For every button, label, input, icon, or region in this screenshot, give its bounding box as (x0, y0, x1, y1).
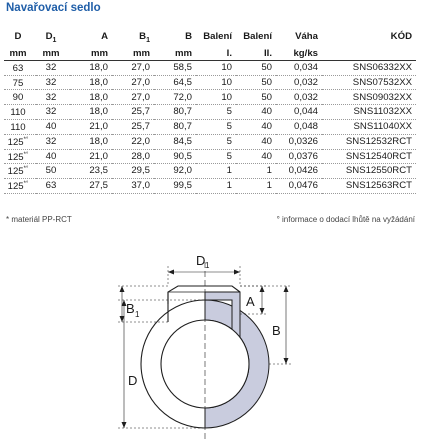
cell-kod: SNS06332XX (352, 62, 412, 73)
cell-vaha: 0,0476 (288, 180, 318, 192)
cell-vaha: 0,048 (293, 121, 318, 133)
cell-b1: 37,0 (131, 180, 150, 192)
cell-kod: SNS12563RCT (345, 180, 412, 192)
cell-a: 21,0 (89, 121, 108, 133)
cell-kod: SNS09032XX (352, 91, 412, 103)
cell-d: 63 (12, 63, 24, 75)
cell-bal2: 50 (261, 91, 272, 103)
cell-bal2: 40 (261, 121, 272, 133)
cell-bal1: 1 (226, 180, 232, 192)
cell-d: 90 (12, 92, 24, 104)
cell-kod: SNS12550RCT (345, 165, 412, 177)
cell-d: 125*° (7, 136, 29, 148)
cell-b1: 25,7 (131, 106, 150, 118)
dim-d-arrow (122, 422, 127, 428)
cell-b: 92,0 (173, 165, 192, 177)
unit-label: kg/ks (293, 47, 318, 59)
cell-bal2: 1 (266, 180, 272, 192)
delivery-note: ° informace o dodací lhůtě na vyžádání (276, 215, 415, 224)
cell-a: 21,0 (89, 150, 108, 162)
dim-b-arrow (284, 358, 289, 364)
col-header-d1: $D_1$ (45, 31, 57, 44)
page-title: Navařovací sedlo (6, 2, 101, 14)
cell-vaha: 0,0426 (288, 165, 318, 177)
cell-b: 99,5 (173, 180, 192, 192)
cell-bal1: 10 (221, 62, 232, 73)
dim-d1-arrow (168, 270, 174, 275)
cell-bal1: 5 (226, 106, 232, 118)
cell-a: 18,0 (89, 76, 108, 88)
col-header-kod: KÓD (390, 31, 412, 42)
cell-d1: 32 (45, 106, 57, 118)
cell-bal2: 1 (266, 165, 272, 177)
footnote-mark: *° (23, 136, 29, 143)
cell-a: 18,0 (89, 135, 108, 147)
cell-bal1: 10 (221, 91, 232, 103)
dim-a-arrow (260, 286, 265, 292)
cell-bal1: 1 (226, 165, 232, 177)
footnote-mark: *° (23, 166, 29, 173)
cell-b1: 22,0 (131, 135, 150, 147)
cell-kod: SNS11040XX (353, 121, 412, 133)
cell-d: 125*° (7, 166, 29, 178)
cell-d: 110 (10, 122, 26, 134)
cell-d: 75 (12, 77, 24, 89)
cell-bal2: 40 (261, 150, 272, 162)
cell-bal2: 50 (261, 62, 272, 73)
cell-b: 80,7 (173, 121, 192, 133)
cell-d1: 32 (45, 91, 57, 103)
unit-label: mm (90, 47, 108, 59)
cell-vaha: 0,0326 (288, 135, 318, 147)
unit-label: II. (264, 47, 272, 59)
cell-b: 84,5 (173, 135, 192, 147)
material-note: * materiál PP-RCT (6, 215, 72, 224)
cell-vaha: 0,034 (293, 62, 318, 73)
unit-label: mm (132, 47, 150, 59)
cell-d: 125*° (7, 181, 29, 193)
col-header-baleni-2: Balení (243, 31, 272, 42)
cell-d1: 40 (45, 121, 57, 133)
label-b1-sub: 1 (135, 310, 140, 319)
cell-d1: 32 (45, 135, 57, 147)
cell-b1: 29,5 (131, 165, 150, 177)
dim-a-arrow (260, 308, 265, 314)
cell-b1: 27,0 (131, 91, 150, 103)
cell-bal2: 50 (261, 76, 272, 88)
footnote-mark: *° (23, 181, 29, 188)
cell-b1: 27,0 (131, 76, 150, 88)
cell-bal1: 10 (221, 76, 232, 88)
cell-kod: SNS11032XX (353, 106, 412, 118)
cell-vaha: 0,044 (293, 106, 318, 118)
cell-d1: 63 (45, 180, 57, 192)
cell-d: 125*° (7, 151, 29, 163)
unit-label: I. (226, 47, 232, 59)
col-header-b: B (185, 31, 192, 42)
label-d1: D (196, 253, 206, 268)
dim-b-arrow (284, 286, 289, 292)
cell-bal2: 40 (261, 106, 272, 118)
label-d: D (128, 373, 138, 388)
dim-d1-arrow (234, 270, 240, 275)
cell-a: 18,0 (89, 62, 108, 73)
cell-d: 110 (10, 107, 26, 119)
label-d1-sub: 1 (205, 261, 210, 270)
cell-bal1: 5 (226, 135, 232, 147)
label-b: B (272, 323, 281, 338)
cell-b: 80,7 (173, 106, 192, 118)
footnote-mark: *° (23, 151, 29, 158)
cell-kod: SNS07532XX (352, 76, 412, 88)
cell-a: 18,0 (89, 106, 108, 118)
cell-vaha: 0,032 (293, 76, 318, 88)
cell-vaha: 0,0376 (288, 150, 318, 162)
cell-b: 90,5 (173, 150, 192, 162)
cell-b1: 28,0 (131, 150, 150, 162)
cell-b1: 27,0 (131, 62, 150, 73)
cell-vaha: 0,032 (293, 91, 318, 103)
col-header-b1: $B_1$ (139, 31, 150, 44)
col-header-vaha: Váha (295, 31, 318, 42)
cell-kod: SNS12540RCT (345, 150, 412, 162)
unit-label: mm (42, 47, 60, 59)
label-b1: B (126, 301, 135, 316)
cell-a: 18,0 (89, 91, 108, 103)
cell-d1: 32 (45, 76, 57, 88)
cell-d1: 40 (45, 150, 57, 162)
cell-a: 27,5 (89, 180, 108, 192)
cell-b: 64,5 (173, 76, 192, 88)
unit-label: mm (9, 47, 27, 59)
label-a: A (246, 294, 255, 309)
col-header-baleni-1: Balení (203, 31, 232, 42)
dim-b1-arrow (120, 286, 125, 292)
cell-bal1: 5 (226, 121, 232, 133)
cell-kod: SNS12532RCT (345, 135, 412, 147)
col-header-a: A (101, 31, 108, 42)
cell-d1: 32 (45, 62, 57, 73)
cell-b: 58,5 (173, 62, 192, 73)
cell-b: 72,0 (173, 91, 192, 103)
cell-d1: 50 (45, 165, 57, 177)
cell-bal2: 40 (261, 135, 272, 147)
col-header-d: D (14, 31, 22, 42)
cell-b1: 25,7 (131, 121, 150, 133)
cell-bal1: 5 (226, 150, 232, 162)
unit-label: mm (174, 47, 192, 59)
cell-a: 23,5 (89, 165, 108, 177)
